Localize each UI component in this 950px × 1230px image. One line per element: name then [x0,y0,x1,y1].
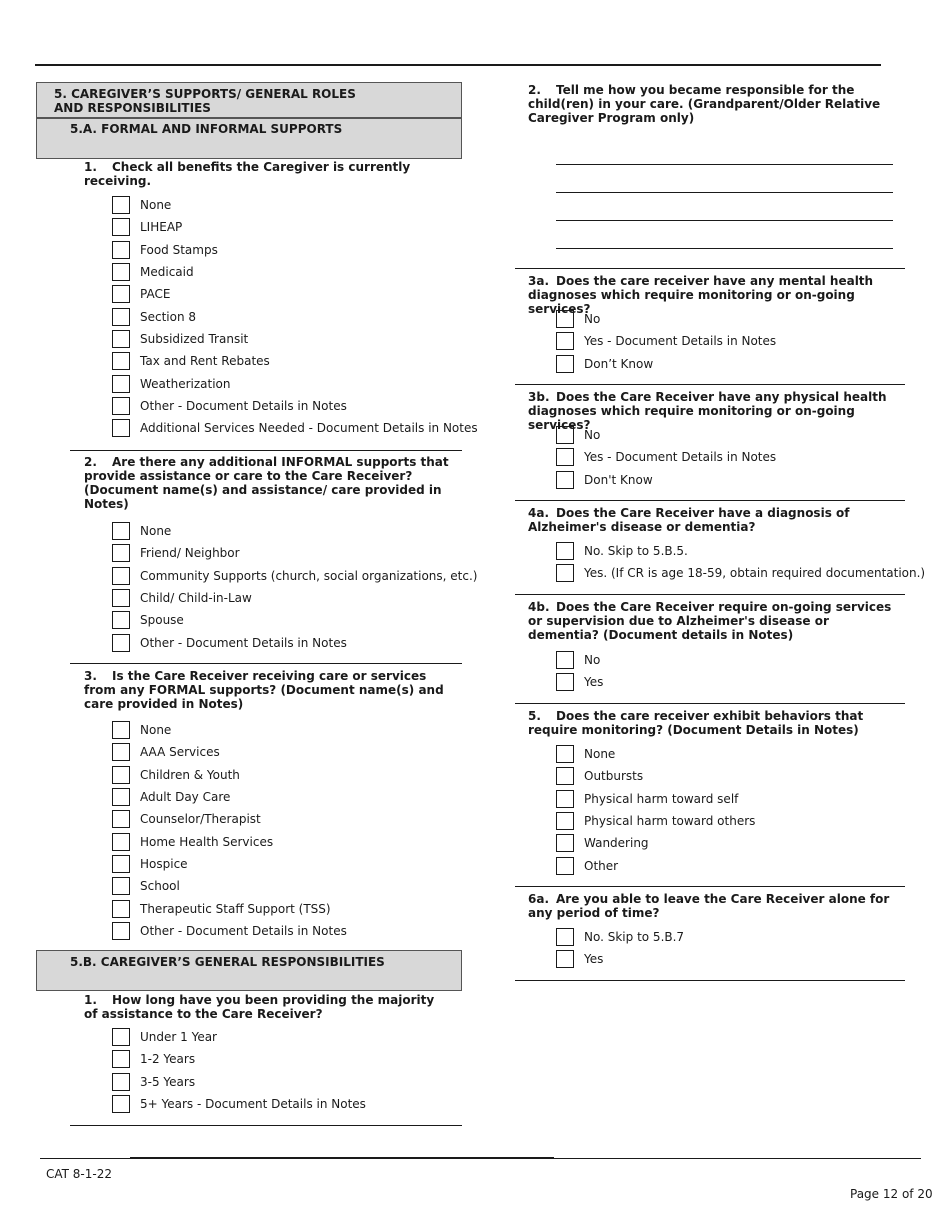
divider [515,703,905,704]
checkbox[interactable] [112,788,130,806]
question-2-informal-supports [84,455,456,511]
option-label: Yes [584,952,604,967]
checkbox[interactable] [112,263,130,281]
question-text: Is the Care Receiver receiving care or services from any FORMAL supports? (Document name(s) and care provided in Notes) [84,669,444,711]
physical-health-options [556,424,776,491]
answer-line[interactable] [556,248,893,249]
checkbox[interactable] [112,721,130,739]
checkbox-option[interactable] [556,353,776,375]
footer-rule-inner [130,1157,554,1159]
checkbox-option[interactable] [112,920,347,942]
option-label: No [584,312,601,327]
option-label: Home Health Services [140,834,274,849]
checkbox-option[interactable] [556,671,603,693]
checkbox[interactable] [112,855,130,873]
checkbox[interactable] [112,196,130,214]
divider [515,594,905,595]
checkbox-option[interactable] [112,417,478,439]
form-id: CAT 8-1-22 [46,1167,112,1181]
option-label: LIHEAP [140,220,183,235]
duration-options [112,1026,366,1115]
checkbox-option[interactable] [112,741,347,763]
checkbox[interactable] [556,651,574,669]
question-3-formal-supports [84,669,456,711]
question-number: 1. [84,160,97,174]
checkbox[interactable] [556,332,574,350]
checkbox-option[interactable] [112,1026,366,1048]
option-label: Wandering [584,836,649,851]
checkbox-option[interactable] [112,808,347,830]
option-label: Other [584,858,619,873]
question-number: 3. [84,669,97,683]
checkbox-option[interactable] [112,1071,366,1093]
answer-line[interactable] [556,220,893,221]
checkbox-option[interactable] [112,786,347,808]
answer-line[interactable] [556,192,893,193]
checkbox[interactable] [556,542,574,560]
checkbox-option[interactable] [112,239,478,261]
option-label: Counselor/Therapist [140,812,261,827]
checkbox-option[interactable] [112,542,477,564]
checkbox-option[interactable] [556,926,684,948]
divider [70,1125,462,1126]
mental-health-options [556,308,776,375]
checkbox-option[interactable] [112,305,478,327]
option-label: Tax and Rent Rebates [140,354,270,369]
checkbox[interactable] [112,544,130,562]
checkbox[interactable] [556,812,574,830]
option-label: Physical harm toward self [584,791,739,806]
option-label: Hospice [140,856,188,871]
checkbox[interactable] [112,810,130,828]
checkbox[interactable] [556,355,574,373]
question-text: Does the Care Receiver require on-going services or supervision due to Alzheimer's disease or dementia? (Document details in Notes) [528,600,892,642]
option-label: Community Supports (church, social organizations, etc.) [140,568,478,583]
question-number: 2. [528,83,541,97]
option-label: No. Skip to 5.B.5. [584,544,688,559]
question-4a-alzheimers [528,506,898,534]
option-label: 3-5 Years [140,1074,196,1089]
checkbox[interactable] [556,673,574,691]
checkbox-option[interactable] [112,764,347,786]
option-label: Yes. (If CR is age 18-59, obtain required documentation.) [584,566,926,581]
option-label: Yes [584,675,604,690]
page-number: Page 12 of 20 [850,1187,933,1201]
checkbox-option[interactable] [556,948,684,970]
checkbox[interactable] [556,564,574,582]
checkbox[interactable] [556,745,574,763]
option-label: 1-2 Years [140,1052,196,1067]
question-4b-supervision [528,600,894,642]
question-number: 6a. [528,892,550,906]
checkbox-option[interactable] [112,350,478,372]
checkbox-option[interactable] [556,308,776,330]
option-label: Other - Document Details in Notes [140,635,347,650]
question-text: How long have you been providing the majority of assistance to the Care Receiver? [84,993,435,1021]
option-label: Outbursts [584,769,644,784]
option-label: Friend/ Neighbor [140,546,240,561]
question-text: Are you able to leave the Care Receiver alone for any period of time? [528,892,890,920]
checkbox-option[interactable] [112,283,478,305]
checkbox[interactable] [112,877,130,895]
question-5b2-responsibility [528,83,894,125]
checkbox[interactable] [112,375,130,393]
alzheimers-options [556,540,925,585]
question-text: Does the care receiver have any mental health diagnoses which require monitoring or on-going services? [528,274,874,316]
checkbox-option[interactable] [112,609,477,631]
checkbox-option[interactable] [112,853,347,875]
checkbox[interactable] [556,834,574,852]
checkbox[interactable] [556,950,574,968]
checkbox[interactable] [556,310,574,328]
informal-supports-options [112,520,477,654]
option-label: No [584,653,601,668]
question-1-benefits [84,160,454,188]
question-number: 4b. [528,600,550,614]
checkbox-option[interactable] [556,788,755,810]
checkbox[interactable] [556,767,574,785]
checkbox-option[interactable] [556,810,755,832]
question-number: 5. [528,709,541,723]
checkbox[interactable] [556,471,574,489]
option-label: Under 1 Year [140,1030,217,1045]
checkbox[interactable] [556,426,574,444]
behaviors-options [556,743,755,877]
option-label: AAA Services [140,745,220,760]
checkbox-option[interactable] [112,1048,366,1070]
checkbox[interactable] [112,1095,130,1113]
top-rule [35,64,881,66]
checkbox[interactable] [112,308,130,326]
option-label: None [584,747,616,762]
checkbox[interactable] [112,611,130,629]
option-label: None [140,524,172,539]
option-label: Don't Know [584,472,653,487]
checkbox-option[interactable] [556,832,755,854]
option-label: 5+ Years - Document Details in Notes [140,1097,366,1112]
divider [515,384,905,385]
checkbox[interactable] [112,634,130,652]
option-label: Subsidized Transit [140,331,249,346]
question-number: 3a. [528,274,550,288]
divider [515,886,905,887]
checkbox[interactable] [112,1073,130,1091]
checkbox[interactable] [112,522,130,540]
question-5b1-duration [84,993,444,1021]
checkbox[interactable] [112,330,130,348]
checkbox-option[interactable] [112,565,477,587]
question-text: Does the care receiver exhibit behaviors that require monitoring? (Document Details in Notes) [528,709,864,737]
option-label: None [140,723,172,738]
option-label: Other - Document Details in Notes [140,923,347,938]
checkbox-option[interactable] [112,261,478,283]
option-label: Food Stamps [140,242,218,257]
option-label: Other - Document Details in Notes [140,398,347,413]
option-label: No. Skip to 5.B.7 [584,930,685,945]
option-label: Additional Services Needed - Document Details in Notes [140,421,478,436]
question-text: Does the Care Receiver have any physical health diagnoses which require monitoring or on-going services? [528,390,887,432]
checkbox[interactable] [556,448,574,466]
checkbox-option[interactable] [556,424,776,446]
checkbox-option[interactable] [556,854,755,876]
option-label: PACE [140,287,171,302]
checkbox[interactable] [112,285,130,303]
checkbox-option[interactable] [112,631,477,653]
option-label: Physical harm toward others [584,814,756,829]
checkbox-option[interactable] [112,875,347,897]
option-label: School [140,879,180,894]
checkbox-option[interactable] [112,897,347,919]
divider [70,450,462,451]
checkbox-option[interactable] [112,372,478,394]
checkbox[interactable] [112,352,130,370]
question-6a-leave-alone [528,892,898,920]
checkbox-option[interactable] [556,540,925,562]
option-label: No [584,428,601,443]
question-number: 3b. [528,390,550,404]
checkbox[interactable] [556,857,574,875]
divider [515,500,905,501]
checkbox-option[interactable] [112,328,478,350]
question-text: Tell me how you became responsible for the child(ren) in your care. (Grandparent/Older Relative Caregiver Program only) [528,83,881,125]
supervision-options [556,649,603,694]
checkbox-option[interactable] [556,649,603,671]
checkbox-option[interactable] [112,587,477,609]
option-label: Adult Day Care [140,790,231,805]
option-label: Section 8 [140,309,197,324]
option-label: Weatherization [140,376,231,391]
checkbox[interactable] [112,419,130,437]
option-label: Child/ Child-in-Law [140,591,252,606]
checkbox[interactable] [112,922,130,940]
checkbox-option[interactable] [112,520,477,542]
checkbox[interactable] [556,790,574,808]
checkbox[interactable] [112,241,130,259]
divider [70,663,462,664]
option-label: Yes - Document Details in Notes [584,450,777,465]
leave-alone-options [556,926,684,971]
checkbox-option[interactable] [112,719,347,741]
checkbox-option[interactable] [112,395,478,417]
checkbox[interactable] [112,567,130,585]
checkbox-option[interactable] [112,830,347,852]
question-text: Check all benefits the Caregiver is currently receiving. [84,160,411,188]
checkbox[interactable] [112,900,130,918]
checkbox[interactable] [112,833,130,851]
option-label: Don’t Know [584,356,654,371]
option-label: Spouse [140,613,184,628]
divider [515,268,905,269]
question-number: 2. [84,455,97,469]
checkbox[interactable] [112,397,130,415]
question-text: Does the Care Receiver have a diagnosis of Alzheimer's disease or dementia? [528,506,850,534]
benefits-options [112,194,478,439]
checkbox-option[interactable] [556,562,925,584]
question-number: 4a. [528,506,550,520]
question-number: 1. [84,993,97,1007]
checkbox[interactable] [112,743,130,761]
checkbox-option[interactable] [556,330,776,352]
option-label: Children & Youth [140,767,240,782]
section-5b-title: 5.B. CAREGIVER’S GENERAL RESPONSIBILITIES [70,955,385,969]
option-label: Yes - Document Details in Notes [584,334,777,349]
divider [515,980,905,981]
checkbox-option[interactable] [112,216,478,238]
checkbox[interactable] [112,766,130,784]
section-5-title: 5. CAREGIVER’S SUPPORTS/ GENERAL ROLES AND RESPONSIBILITIES [54,87,356,115]
checkbox-option[interactable] [556,743,755,765]
checkbox[interactable] [112,218,130,236]
checkbox[interactable] [112,1028,130,1046]
checkbox-option[interactable] [556,446,776,468]
option-label: Therapeutic Staff Support (TSS) [140,901,331,916]
checkbox-option[interactable] [112,194,478,216]
option-label: Medicaid [140,265,194,280]
checkbox-option[interactable] [556,765,755,787]
checkbox-option[interactable] [556,469,776,491]
section-5a-title: 5.A. FORMAL AND INFORMAL SUPPORTS [70,122,343,136]
question-5-behaviors [528,709,898,737]
question-text: Are there any additional INFORMAL supports that provide assistance or care to the Care Receiver? (Document name(s) and assistance/ care provided in Notes) [84,455,449,511]
checkbox[interactable] [556,928,574,946]
checkbox[interactable] [112,1050,130,1068]
answer-line[interactable] [556,164,893,165]
checkbox-option[interactable] [112,1093,366,1115]
formal-supports-options [112,719,347,942]
option-label: None [140,198,172,213]
checkbox[interactable] [112,589,130,607]
